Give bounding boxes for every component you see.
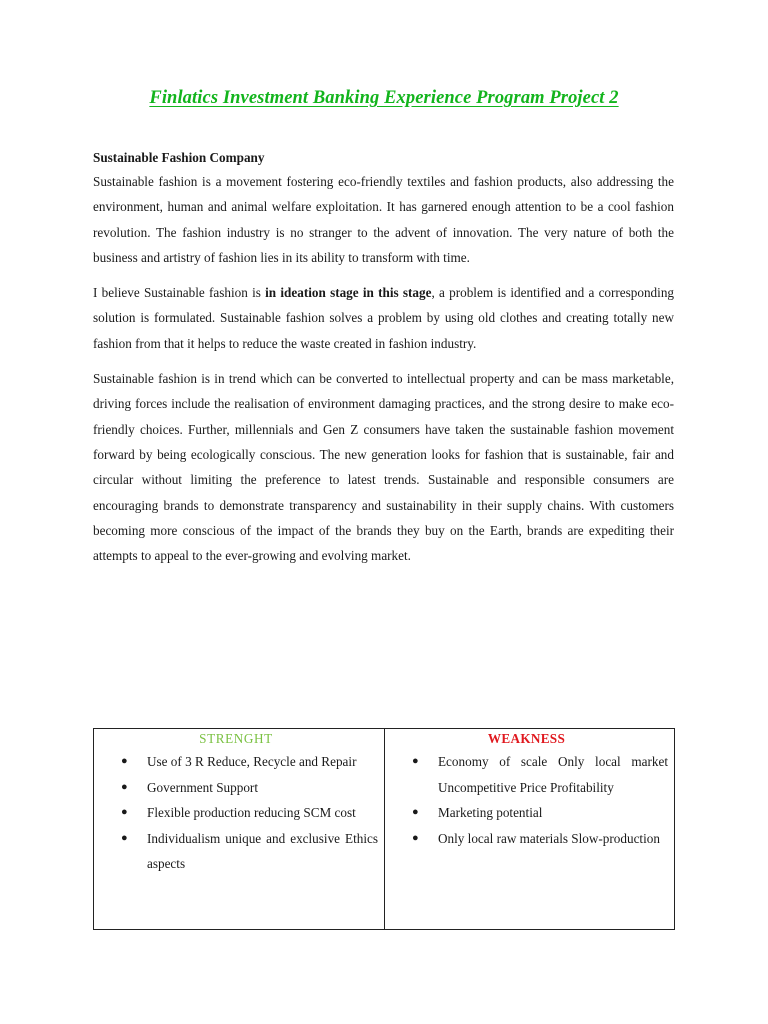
list-item-text: Individualism unique and exclusive Ethics aspects (147, 830, 378, 871)
bullet-icon: ● (121, 755, 128, 767)
paragraph-ideation-rest: , a problem is identified and a corresponding solution is formulated. Sustainable fashion solves a problem by using old clothes and creating totally new fashion from that it helps to reduce the waste created in fashion industry. (93, 285, 675, 351)
list-item-text: Economy of scale Only local market Uncompetitive Price Profitability (438, 754, 668, 795)
document-body (93, 148, 674, 578)
strength-column (94, 729, 385, 929)
weakness-list (407, 749, 668, 851)
paragraph-trend: Sustainable fashion is in trend which can be converted to intellectual property and can be mass marketable, driving forces include the realisation of environment damaging practices, and the strong desire to make eco-friendly choices. Further, millennials and Gen Z consumers have taken the sustainable fashion movement forward by being ecologically conscious. The new generation looks for fashion that is sustainable, fair and circular without limiting the preference to latest trends. Sustainable and responsible consumers are encouraging brands to demonstrate transparency and sustainability in their supply chains. With customers becoming more conscious of the impact of the brands they buy on the Earth, brands are expediting their attempts to appeal to the ever-growing and evolving market. (93, 371, 674, 564)
list-item (116, 800, 378, 826)
paragraph-ideation-bold: in ideation stage in this stage (265, 285, 432, 301)
section-heading: Sustainable Fashion Company (93, 150, 265, 165)
bullet-icon: ● (121, 806, 128, 818)
weakness-heading: WEAKNESS (487, 731, 566, 746)
bullet-icon: ● (412, 755, 419, 767)
list-item (407, 800, 668, 826)
strength-heading: STRENGHT (199, 731, 273, 746)
bullet-icon: ● (121, 831, 128, 844)
weakness-column (385, 729, 674, 929)
paragraph-intro: Sustainable fashion is a movement fostering eco-friendly textiles and fashion products, also addressing the environment, human and animal welfare exploitation. It has garnered enough attention to be a cool fashion revolution. The fashion industry is no stranger to the advent of innovation. The very nature of both the business and artistry of fashion lies in its ability to transform with time. (93, 174, 674, 265)
list-item-text: Government Support (147, 779, 258, 795)
paragraph-ideation (93, 280, 674, 356)
list-item (116, 775, 378, 801)
swot-table (93, 728, 675, 930)
list-item (407, 826, 668, 852)
document-title: Finlatics Investment Banking Experience Program Project 2 (149, 88, 619, 108)
bullet-icon: ● (121, 780, 128, 793)
list-item (116, 826, 378, 877)
bullet-icon: ● (412, 806, 419, 818)
list-item-text: Marketing potential (438, 805, 543, 820)
list-item (407, 749, 668, 800)
list-item-text: Use of 3 R Reduce, Recycle and Repair (147, 754, 357, 769)
list-item-text: Flexible production reducing SCM cost (147, 805, 356, 820)
paragraph-ideation-lead: I believe Sustainable fashion is (93, 285, 266, 301)
strength-list (116, 749, 378, 877)
list-item-text: Only local raw materials Slow-production (438, 830, 660, 846)
list-item (116, 749, 378, 775)
bullet-icon: ● (412, 831, 419, 844)
